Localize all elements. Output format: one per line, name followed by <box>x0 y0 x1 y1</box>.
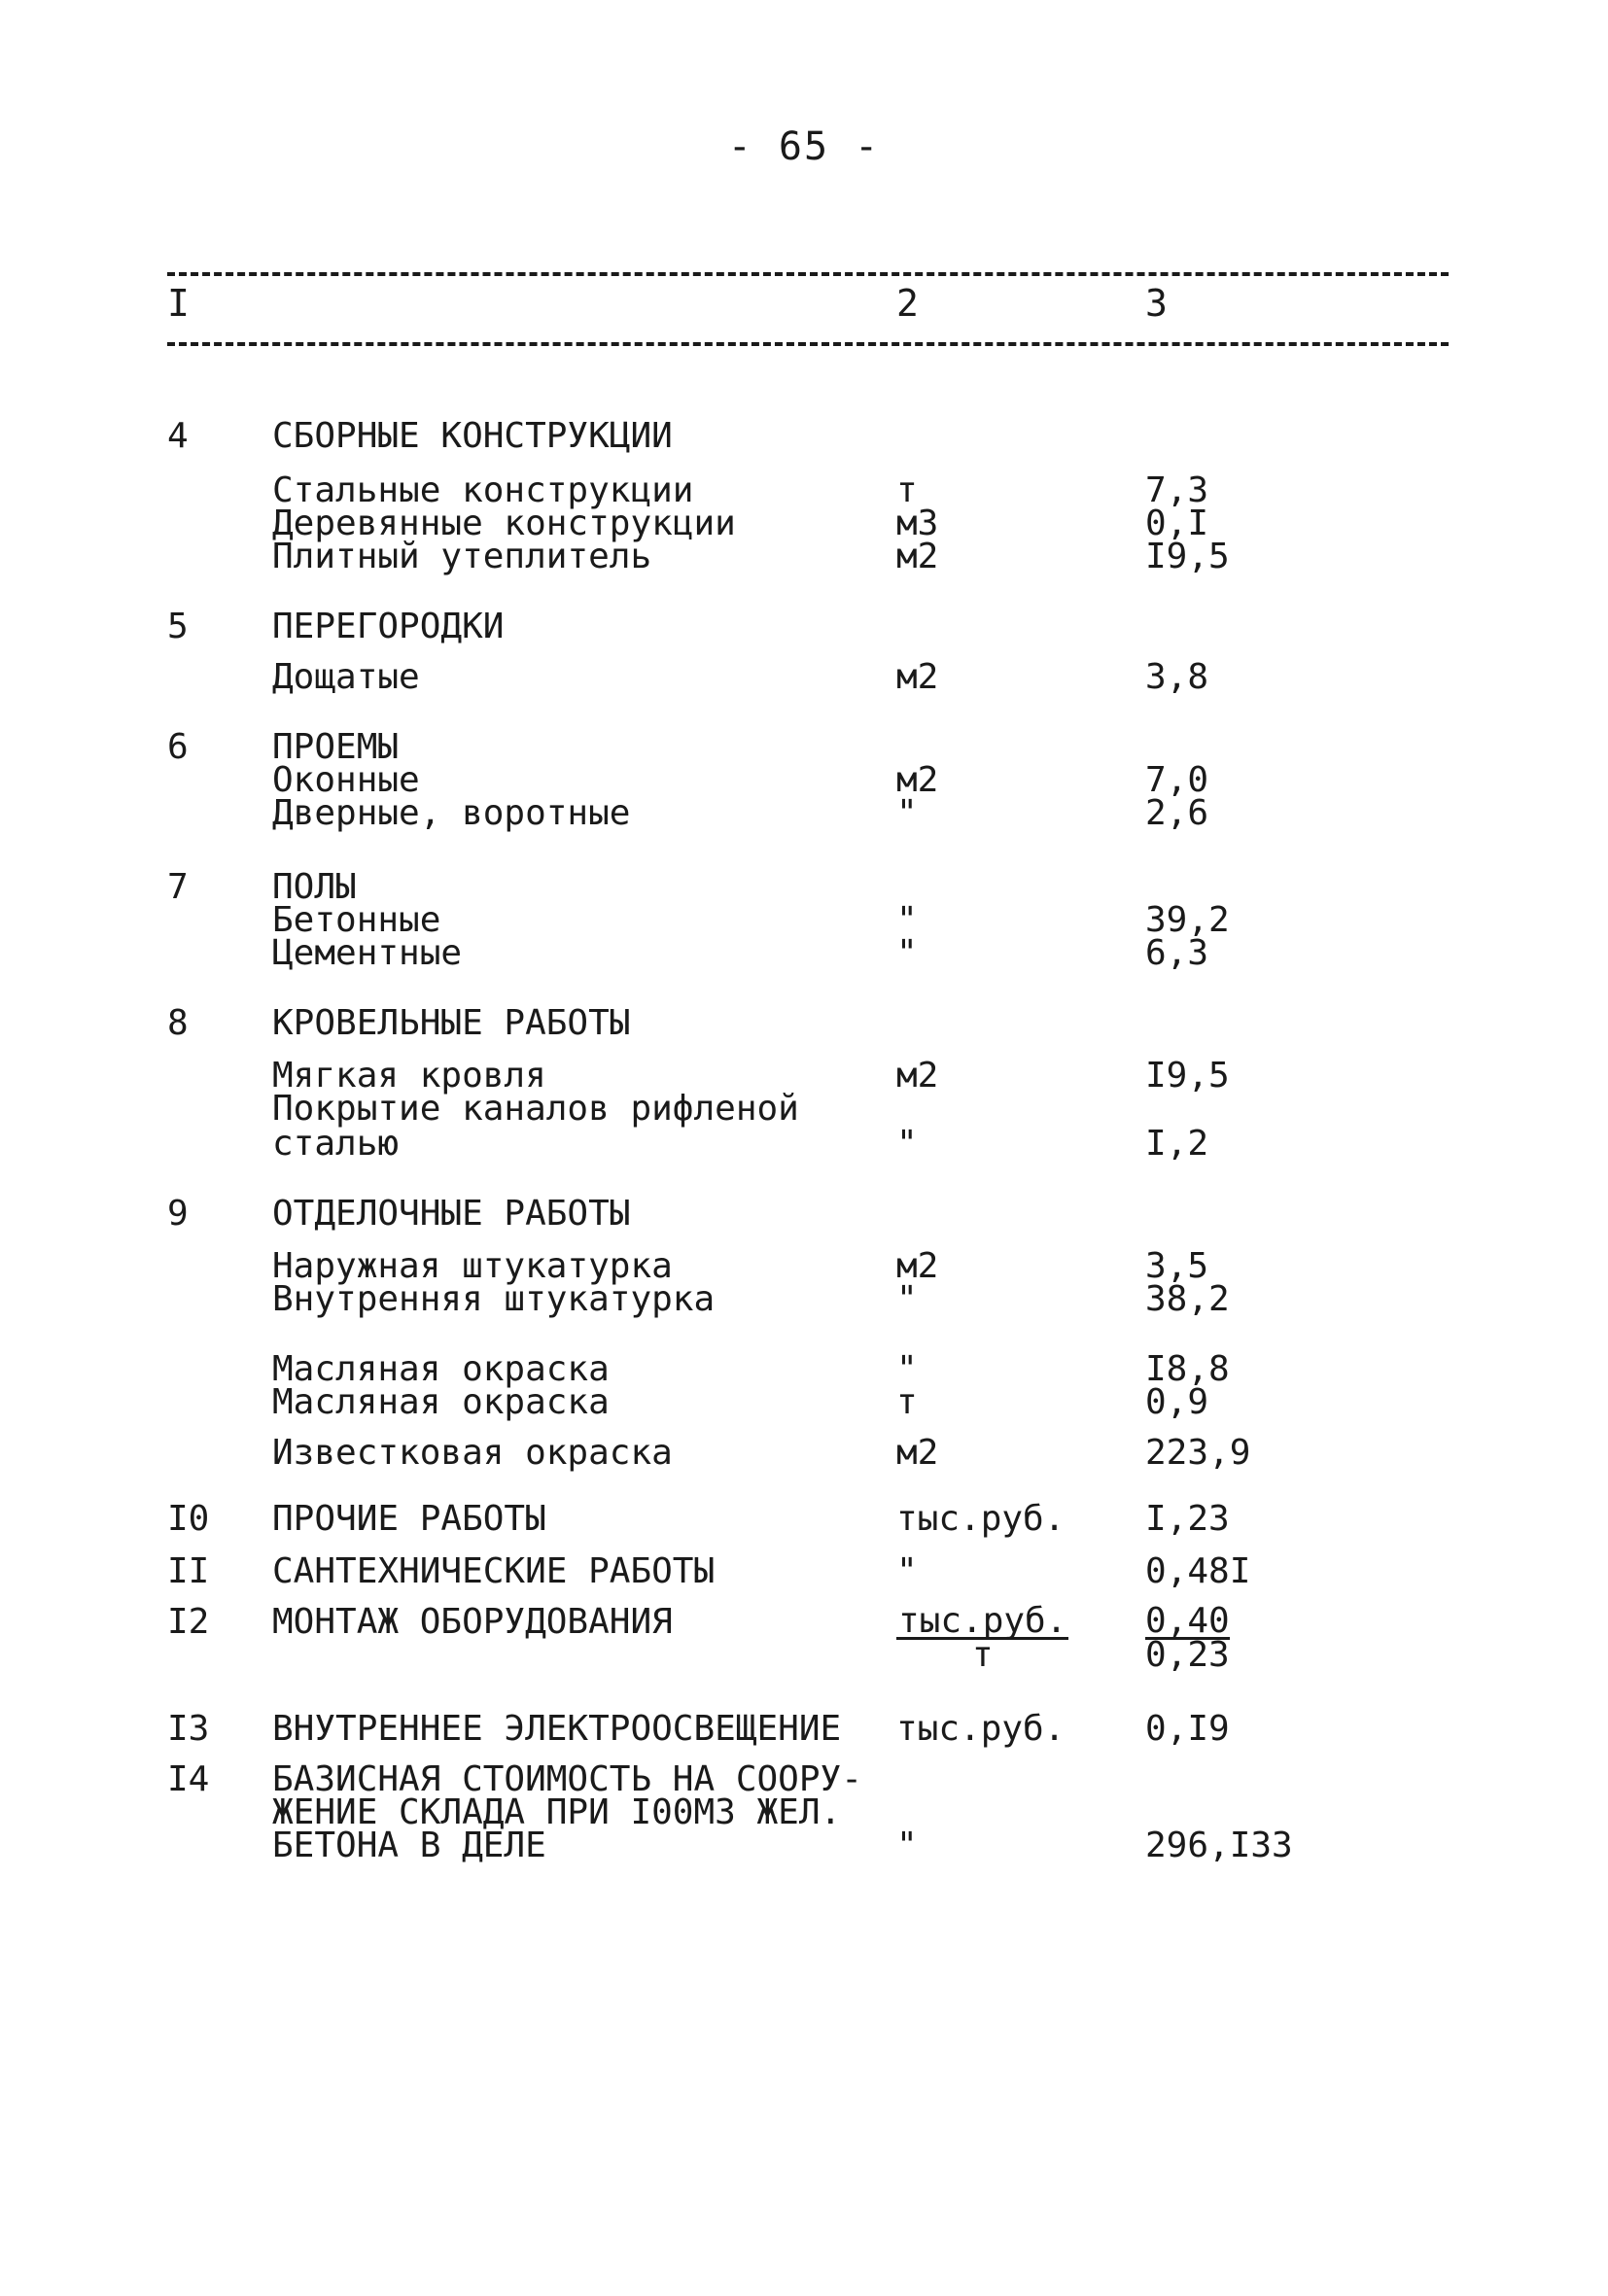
item-name: Внутренняя штукатурка <box>272 1279 716 1319</box>
section-title: ПОЛЫ <box>272 867 357 907</box>
table-header-rule <box>167 342 1449 346</box>
item-value: 38,2 <box>1145 1279 1230 1319</box>
section-title: КРОВЕЛЬНЫЕ РАБОТЫ <box>272 1003 631 1043</box>
section-number: 6 <box>167 727 189 767</box>
item-unit: м2 <box>896 1433 939 1473</box>
header-col1: I <box>167 282 190 325</box>
item-unit: тыс.руб. <box>896 1499 1066 1539</box>
item-value: 0,I <box>1145 504 1209 543</box>
item-unit: " <box>896 793 918 833</box>
section-number: 9 <box>167 1194 189 1234</box>
item-unit-fraction <box>896 1601 1068 1675</box>
section-title: ПРОЕМЫ <box>272 727 400 767</box>
item-value: 3,8 <box>1145 657 1209 697</box>
item-value: 2,6 <box>1145 793 1209 833</box>
item-name: Бетонные <box>272 900 441 940</box>
section-title: БАЗИСНАЯ СТОИМОСТЬ НА СООРУ- <box>272 1759 862 1799</box>
item-name: Покрытие каналов рифленой <box>272 1089 799 1129</box>
item-name: Мягкая кровля <box>272 1056 546 1096</box>
item-name: Цементные <box>272 933 463 973</box>
section-title: ОТДЕЛОЧНЫЕ РАБОТЫ <box>272 1194 631 1234</box>
item-unit: " <box>896 933 918 973</box>
item-name: Наружная штукатурка <box>272 1246 673 1286</box>
value-denominator: 0,23 <box>1145 1635 1230 1675</box>
item-unit: м2 <box>896 537 939 576</box>
item-value: 7,0 <box>1145 760 1209 800</box>
item-value: I,23 <box>1145 1499 1230 1539</box>
item-value: 0,9 <box>1145 1382 1209 1422</box>
value-numerator: 0,40 <box>1145 1601 1230 1641</box>
table-top-rule <box>167 272 1449 276</box>
item-name: Оконные <box>272 760 420 800</box>
item-unit: м2 <box>896 657 939 697</box>
section-number: I3 <box>167 1709 210 1749</box>
item-name: Дощатые <box>272 657 420 697</box>
section-number: I0 <box>167 1499 210 1539</box>
item-value: 7,3 <box>1145 470 1209 510</box>
item-value: 39,2 <box>1145 900 1230 940</box>
item-value: 6,3 <box>1145 933 1209 973</box>
item-unit: м3 <box>896 504 939 543</box>
section-number: 8 <box>167 1003 189 1043</box>
section-number: I2 <box>167 1602 210 1642</box>
item-name: Известковая окраска <box>272 1433 673 1473</box>
item-name: Масляная окраска <box>272 1349 610 1389</box>
header-col3: 3 <box>1145 282 1168 325</box>
item-unit: " <box>896 900 918 940</box>
item-name: Дверные, воротные <box>272 793 631 833</box>
item-name: Деревянные конструкции <box>272 504 736 543</box>
section-title: СБОРНЫЕ КОНСТРУКЦИИ <box>272 416 673 456</box>
section-number: II <box>167 1551 210 1591</box>
section-number: I4 <box>167 1759 210 1799</box>
item-value: 0,I9 <box>1145 1709 1230 1749</box>
section-title: ПРОЧИЕ РАБОТЫ <box>272 1499 546 1539</box>
page-number: - 65 - <box>727 124 881 169</box>
item-unit: " <box>896 1279 918 1319</box>
section-title: МОНТАЖ ОБОРУДОВАНИЯ <box>272 1602 673 1642</box>
unit-denominator: т <box>971 1635 994 1675</box>
item-value-fraction <box>1145 1601 1230 1675</box>
item-value: 223,9 <box>1145 1433 1251 1473</box>
item-unit: м2 <box>896 1056 939 1096</box>
section-title: ПЕРЕГОРОДКИ <box>272 607 505 646</box>
item-value: 3,5 <box>1145 1246 1209 1286</box>
item-unit: " <box>896 1349 918 1389</box>
section-number: 7 <box>167 867 189 907</box>
header-col2: 2 <box>896 282 919 325</box>
item-unit: т <box>896 470 918 510</box>
section-title: САНТЕХНИЧЕСКИЕ РАБОТЫ <box>272 1551 716 1591</box>
item-name: Плитный утеплитель <box>272 537 652 576</box>
item-value: I8,8 <box>1145 1349 1230 1389</box>
item-unit: " <box>896 1551 918 1591</box>
item-value: I9,5 <box>1145 1056 1230 1096</box>
item-unit: тыс.руб. <box>896 1709 1066 1749</box>
item-value: 0,48I <box>1145 1551 1251 1591</box>
section-title: БЕТОНА В ДЕЛЕ <box>272 1826 546 1865</box>
section-number: 4 <box>167 416 189 456</box>
item-value: 296,I33 <box>1145 1826 1293 1865</box>
item-name: сталью <box>272 1124 400 1164</box>
section-title: ВНУТРЕННЕЕ ЭЛЕКТРООСВЕЩЕНИЕ <box>272 1709 842 1749</box>
item-unit: т <box>896 1382 918 1422</box>
item-unit: " <box>896 1826 918 1865</box>
item-name: Масляная окраска <box>272 1382 610 1422</box>
section-title: ЖЕНИЕ СКЛАДА ПРИ I00М3 ЖЕЛ. <box>272 1792 842 1832</box>
item-unit: м2 <box>896 760 939 800</box>
item-name: Стальные конструкции <box>272 470 694 510</box>
item-unit: м2 <box>896 1246 939 1286</box>
unit-numerator: тыс.руб. <box>898 1601 1067 1641</box>
section-number: 5 <box>167 607 189 646</box>
item-value: I,2 <box>1145 1124 1209 1164</box>
item-unit: " <box>896 1124 918 1164</box>
item-value: I9,5 <box>1145 537 1230 576</box>
